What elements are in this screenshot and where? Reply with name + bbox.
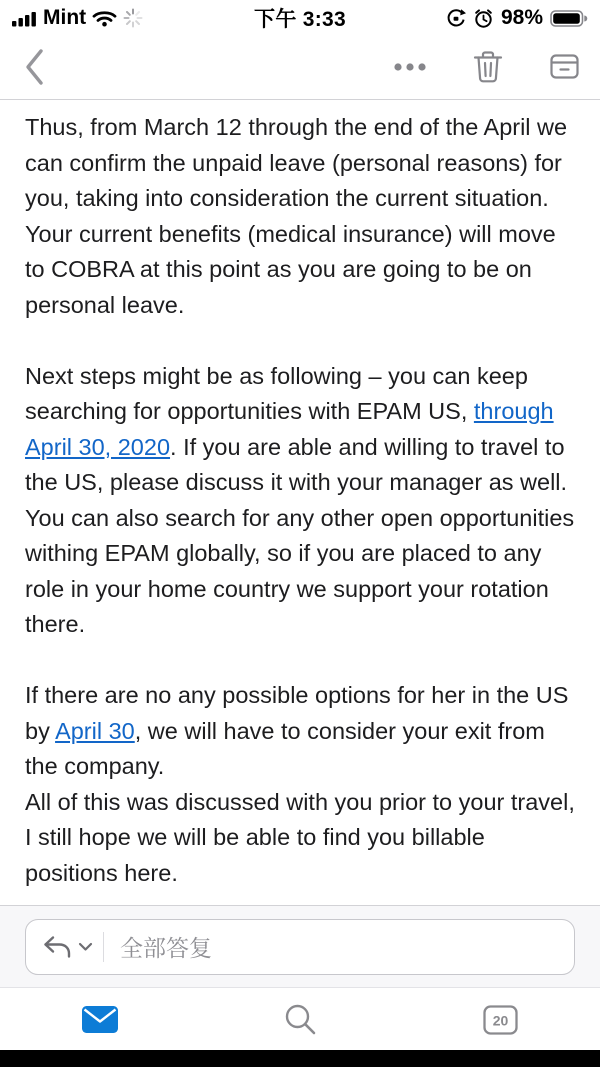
tab-mail[interactable] [60,1005,140,1034]
delete-button[interactable] [473,50,503,84]
mail-envelope-icon [81,1005,119,1034]
email-paragraph [25,785,578,892]
cellular-signal-icon [12,10,37,27]
reply-bar [0,905,600,987]
status-bar [0,0,600,34]
more-button[interactable] [393,62,427,72]
nav-actions-group [393,50,580,84]
wifi-icon [92,9,117,27]
reply-placeholder: 全部答复 [120,935,212,961]
email-body [0,100,600,905]
network-activity-spinner-icon [123,8,143,28]
battery-percent-label: 98% [500,6,543,29]
tab-calendar[interactable] [460,1002,540,1036]
calendar-icon [482,1002,519,1036]
email-text: Next steps might be as following – you can keep searching for opportunities with EPAM US, [25,362,528,424]
tab-bar [0,987,600,1050]
carrier-label: Mint [43,6,87,29]
archive-button[interactable] [549,51,580,82]
email-paragraph [25,110,578,323]
email-text: . If you are able and willing to travel to the US, please discuss it with your manager as well. You can also search for any other open opportunities withing EPAM globally, so if you are placed to any role in your home country we support your rotation there. [25,433,575,637]
reply-input[interactable] [25,919,575,975]
battery-icon [550,9,588,28]
reply-input-divider [103,932,104,962]
search-icon [283,1002,317,1036]
rotation-lock-icon [446,8,466,28]
email-text: If there are no any possible options for her in the US by [25,682,569,744]
status-right-group [446,6,588,30]
reply-arrow-icon[interactable] [42,934,72,960]
email-text: Thus, from March 12 through the end of the April we can confirm the unpaid leave (personal reasons) for you, taking into consideration the current situation. Your current benefits (medical insurance) will move to COBRA at this point as you are going to be on personal leave. [25,114,568,318]
email-link[interactable]: through April 30, 2020 [25,398,554,460]
status-left-group [12,6,143,30]
email-paragraph [25,359,578,643]
back-button[interactable] [24,47,46,87]
email-text: , we will have to consider your exit from the company. [25,717,545,779]
reply-options-chevron-icon[interactable] [78,942,93,952]
email-link[interactable]: April 30 [55,717,135,744]
home-indicator-strip [0,1050,600,1067]
email-paragraph [25,678,578,785]
nav-bar [0,34,600,100]
calendar-day-label: 20 [492,1012,508,1029]
alarm-icon [473,8,494,29]
status-time: 下午 3:33 [254,8,346,31]
tab-search[interactable] [260,1002,340,1036]
email-text: All of this was discussed with you prior to your travel, I still hope we will be able to find you billable positions here. [25,788,575,886]
